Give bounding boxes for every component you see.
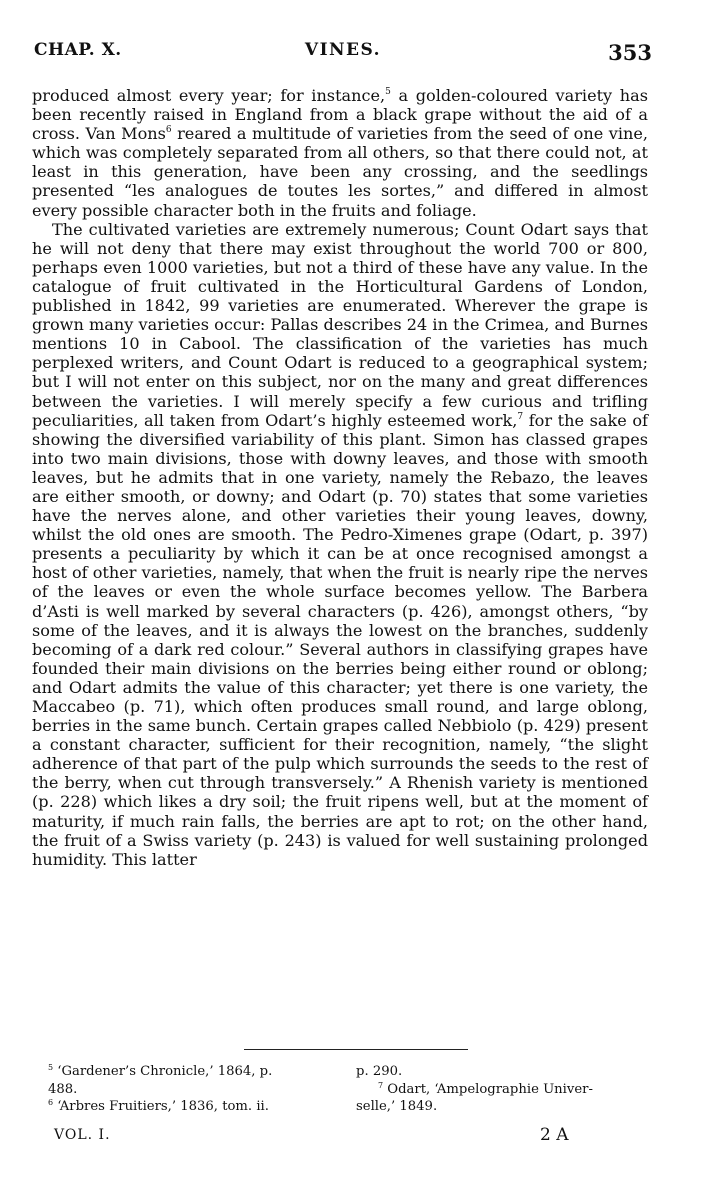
text-run: a golden-coloured variety has been recently raised in England from a black grape without the aid of a cross. Van Mons [32, 86, 648, 144]
footnote-divider [244, 1049, 468, 1050]
footnote-text: 488. [48, 1081, 78, 1097]
footnote-number: 6 [48, 1098, 54, 1107]
footnote-text: Odart, ‘Ampelographie Univer- [383, 1081, 593, 1097]
footnotes-right-column [356, 1063, 648, 1116]
text-run: reared a multitude of varieties from the seed of one vine, which was completely separated from all others, so that there could not, at least in this generation, have been any crossing, and the seedlings presented “les analogues de toutes les sortes,” and differed in almost every possible character both in the fruits and foliage. [32, 124, 648, 220]
running-header [34, 36, 652, 64]
paragraph [32, 220, 648, 869]
body-text [32, 86, 648, 869]
footnote-line [48, 1081, 348, 1099]
footnote-number: 5 [48, 1063, 54, 1072]
running-title: VINES. [304, 40, 382, 60]
page-number: 353 [608, 40, 652, 65]
footnote-reference: 7 [517, 411, 524, 422]
footnote-text: p. 290. [356, 1064, 403, 1079]
volume-label: VOL. I. [54, 1127, 111, 1143]
footnote-text: ‘Gardener’s Chronicle,’ 1864, p. [53, 1064, 273, 1079]
footnote-text: ‘Arbres Fruitiers,’ 1836, tom. ii. [53, 1099, 269, 1114]
text-run: The cultivated varieties are extremely numerous; Count Odart says that he will not deny that there may exist throughout the world 700 or 800, perhaps even 1000 varieties, but not a third of these have any value. In the catalogue of fruit cultivated in the Horticultural Gardens of London, published in 1842, 99 varieties are enumerated. Wherever the grape is grown many varieties occur: Pallas describes 24 in the Crimea, and Burnes mentions 10 in Cabool. The classification of the varieties has much perplexed writers, and Count Odart is reduced to a geographical system; but I will not enter on this subject, nor on the many and great differences between the varieties. I will merely specify a few curious and trifling peculiarities, all taken from Odart’s highly esteemed work, [32, 219, 648, 430]
footnote-line [356, 1063, 648, 1081]
footnote-line [356, 1081, 648, 1099]
footnote-text: selle,’ 1849. [356, 1099, 438, 1114]
text-run: for the sake of showing the diversified variability of this plant. Simon has classed grapes into two main divisions, those with downy leaves, and those with smooth leaves, but he admits that in one variety, namely the Rebazo, the leaves are either smooth, or downy; and Odart (p. 70) states that some varieties have the nerves alone, and other varieties their young leaves, downy, whilst the old ones are smooth. The Pedro-Ximenes grape (Odart, p. 397) presents a peculiarity by which it can be at once recognised amongst a host of other varieties, namely, that when the fruit is nearly ripe the nerves of the leaves or even the whole surface becomes yellow. The Barbera d’Asti is well marked by several characters (p. 426), amongst others, “by some of the leaves, and it is always the lowest on the branches, suddenly becoming of a dark red colour.” Several authors in classifying grapes have founded their main divisions on the berries being either round or oblong; and Odart admits the value of this character; yet there is one variety, the Maccabeo (p. 71), which often produces small round, and large oblong, berries in the same bunch. Certain grapes called Nebbiolo (p. 429) present a constant character, sufficient for their recognition, namely, “the slight adherence of that part of the pulp which surrounds the seeds to the rest of the berry, when cut through transversely.” A Rhenish variety is mentioned (p. 228) which likes a dry soil; the fruit ripens well, but at the moment of maturity, if much rain falls, the berries are apt to rot; on the other hand, the fruit of a Swiss variety (p. 243) is valued for well sustaining prolonged humidity. This latter [32, 410, 648, 869]
footnote-reference: 6 [165, 125, 172, 136]
signature-mark: 2 A [540, 1125, 569, 1145]
footnote-line [48, 1063, 348, 1081]
footnote-number: 7 [378, 1080, 384, 1090]
footnote-reference: 5 [385, 87, 391, 97]
footnotes-left-column [48, 1063, 348, 1116]
chapter-label: CHAP. X. [34, 40, 122, 60]
paragraph [32, 86, 648, 220]
text-run: produced almost every year; for instance, [32, 86, 386, 105]
footnote-line [48, 1098, 348, 1116]
footnote-line [356, 1098, 648, 1116]
